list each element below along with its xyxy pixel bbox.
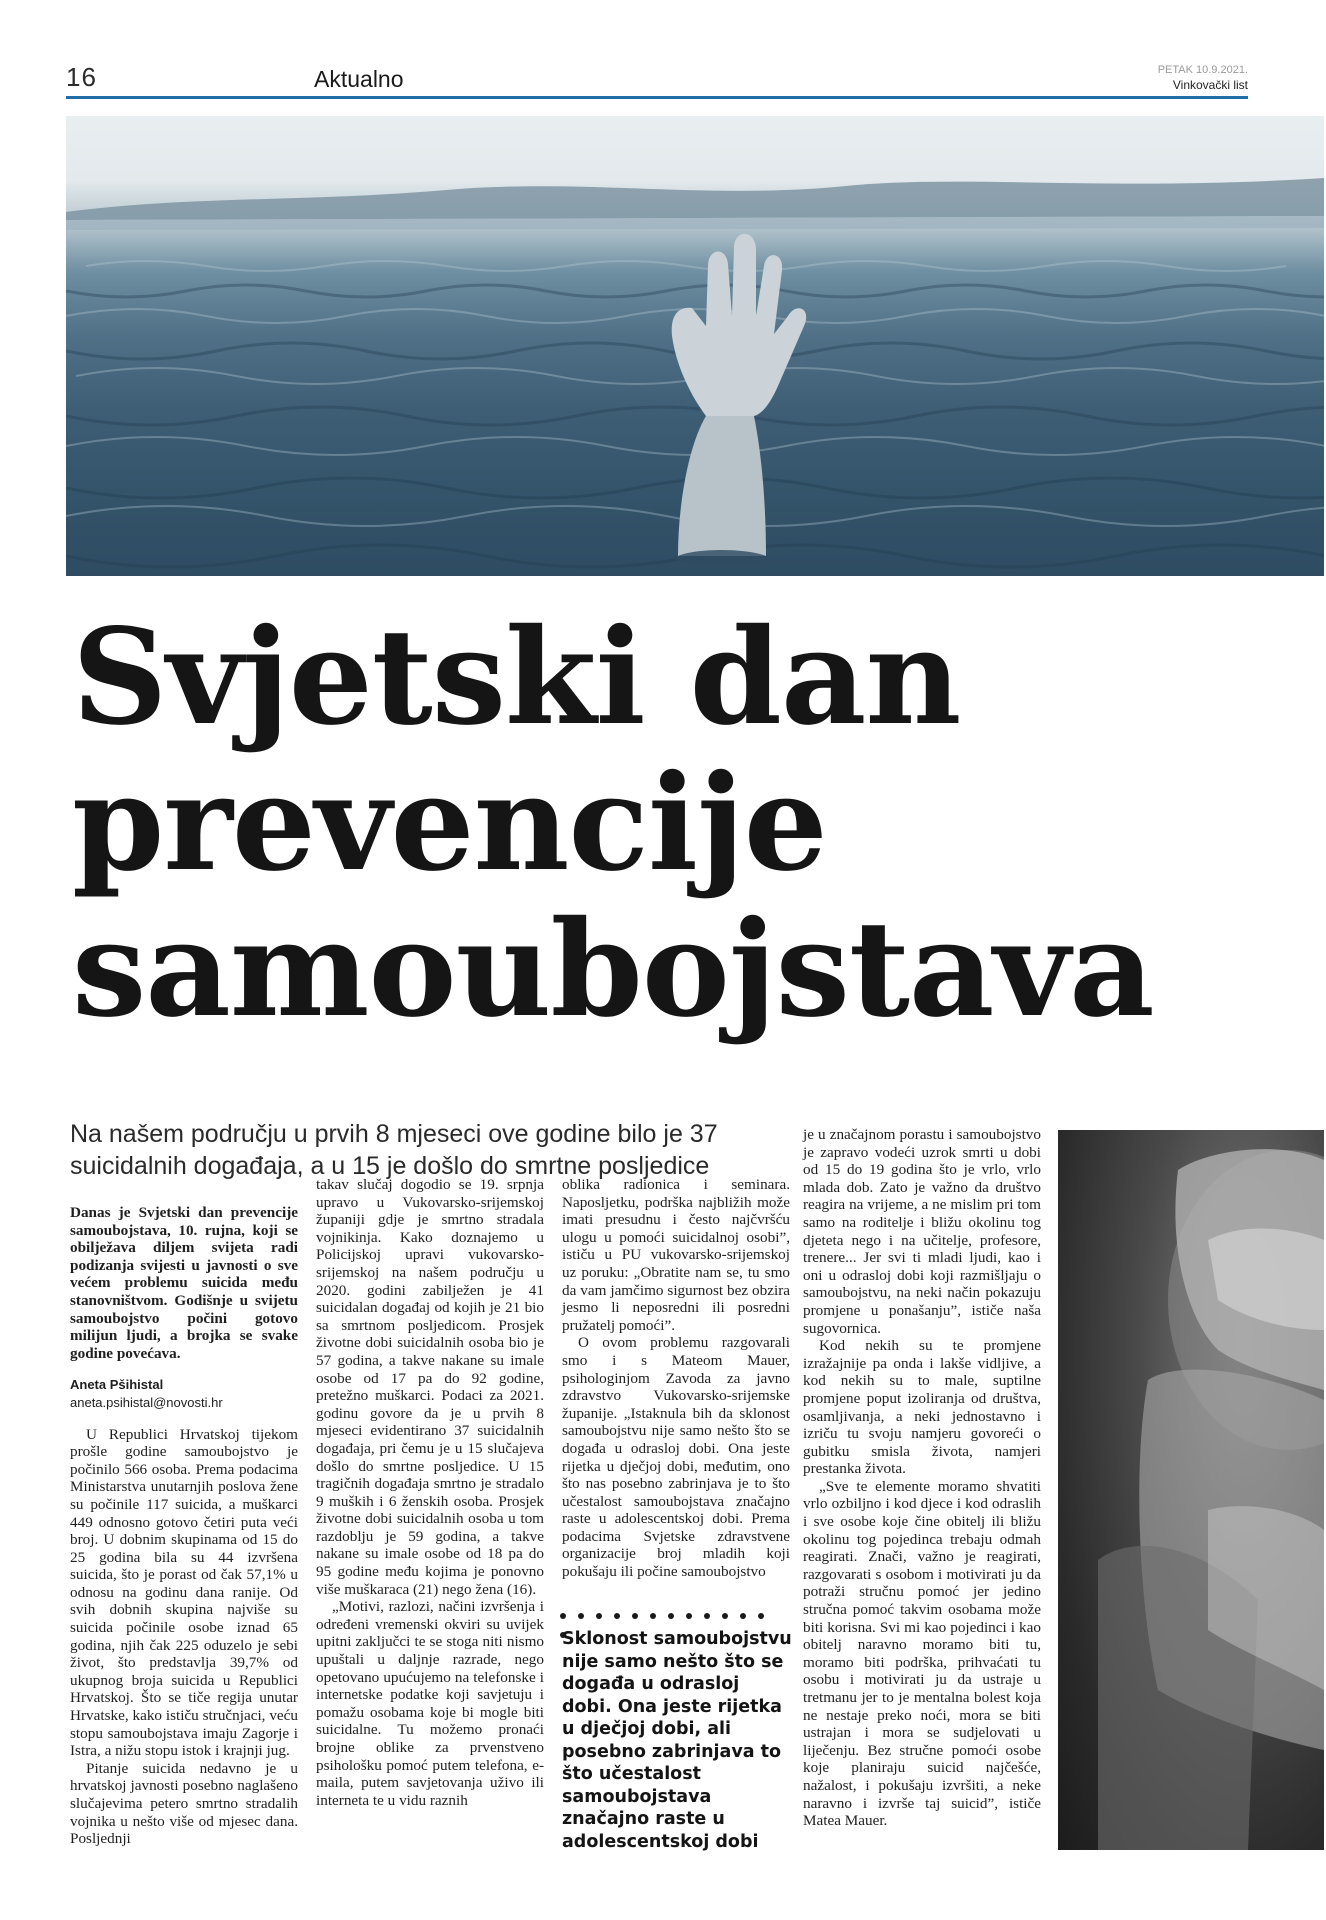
page-number: 16 (66, 62, 97, 92)
body-paragraph: takav slučaj dogodio se 19. srpnja upravo u Vukovarsko-srijemskoj županiji gdje je smrtno stradala vojnikinja. Kako doznajemo u Policijskoj upravi vukovarsko-srijemskoj na našem području u 2020. godini zabilježen je 41 suicidalan događaj od kojih je 21 bio sa smrtnom posljedicom. Prosjek životne dobi suicidalnih osoba bio je 57 godina, a takve nakane su imale osobe od 17 pa do 92 godine, pretežno muškarci. Podaci za 2021. godinu govore da je u prvih 8 mjeseci evidentirano 37 suicidalnih događaja, pri čemu je u 15 slučajeva došlo do smrtne posljedice. U 15 tragičnih događaja smrtno je stradalo 9 muških i 6 ženskih osoba. Prosjek životne dobi suicidalnih osoba u tom razdoblju je 59 godina, a takve nakane su imale osobe od 18 pa do 95 godine među kojima je ponovno više muškaraca (21) nego žena (16). (316, 1176, 544, 1598)
body-paragraph: je u značajnom porastu i samoubojstvo je zapravo vodeći uzrok smrti u dobi od 15 do 19 godina što je vrlo, vrlo mlada dob. Zato je važno da društvo reagira na vrijeme, a ne mislim pri tom samo na roditelje i bližu okolinu tog djeteta nego i na učitelje, profesore, trenere... Jer svi ti mladi ljudi, kao i oni u odrasloj dobi koji razmišljaju o samoubojstvu, na neki način pokazuju promjene u ponašanju”, ističe naša sugovornica. (803, 1126, 1041, 1337)
body-paragraph: Pitanje suicida nedavno je u hrvatskoj javnosti posebno naglašeno slučajevima petero smrtno stradalih vojnika u nešto više od mjesec dana. Posljednji (70, 1759, 298, 1848)
body-paragraph: Kod nekih su te promjene izražajnije pa onda i lakše vidljive, a kod nekih su to male, suptilne promjene poput izoliranja od društva, osamljivanja, a neki jednostavno i izriču tu svoju namjeru govoreći o gubitku smisla života, namjeri prestanka života. (803, 1337, 1041, 1478)
headline-line-2: prevencije (72, 746, 827, 901)
body-paragraph: „Motivi, razlozi, načini izvršenja i određeni vremenski okviri su uvijek upitni zaključci te se stoga niti nismo upuštali u daljnje razrade, nego opetovano upućujemo na telefonske i internetske podatke koji savjetuju i pomažu osobama koje bi mogle biti suicidalne. Tu možemo pronaći brojne oblike za prvenstveno psihološku pomoć putem telefona, e-maila, putem savjetovanja uživo ili interneta te u vidu raznih (316, 1598, 544, 1809)
body-paragraph: O ovom problemu razgovarali smo i s Mateom Mauer, psihologinjom Zavoda za javno zdravstvo Vukovarsko-srijemske županije. „Istaknula bih da sklonost samoubojstvu nije samo nešto što se događa u odrasloj dobi. Ona jeste rijetka u dječjoj dobi, međutim, ono što nas posebno zabrinjava je to što učestalost samoubojstava značajno raste u adolescentskoj dobi. Prema podacima Svjetske zdravstvene organizacije broj mladih koji pokušaju ili počine samoubojstvo (562, 1334, 790, 1581)
section-label[interactable]: Aktualno (314, 66, 404, 92)
hand-icon (672, 234, 806, 562)
issue-date: PETAK 10.9.2021. (1157, 64, 1248, 76)
body-paragraph: U Republici Hrvatskoj tijekom prošle godine samoubojstvo je počinilo 566 osoba. Prema podacima Ministarstva unutarnjih poslova žene su počinile 117 suicida, a muškarci 449 odnosno gotovo četiri puta veći broj. U dobnim skupinama od 15 do 25 godina bila su 44 izvršena suicida, što je porast od čak 57,1% u odnosu na godinu dana ranije. Od svih dobnih skupina najviše su suicida počinile osobe iznad 65 godina, njih čak 225 oduzelo je sebi život, što predstavlja 39,7% od ukupnog broja suicida u Republici Hrvatskoj. Što se tiče regija unutar Hrvatske, kako ističu stručnjaci, veću stopu samoubojstava imaju Zagorje i Istra, a nižu stopu istok i krajnji jug. (70, 1425, 298, 1760)
dotted-separator (560, 1604, 792, 1614)
article-column-4 (803, 1126, 1041, 1830)
article-column-3 (562, 1176, 790, 1581)
distressed-person-photo (1058, 1130, 1324, 1850)
drowning-hand-illustration (66, 116, 1324, 576)
body-paragraph: oblika radionica i seminara. Naposljetku, podrška najbližih može imati presudnu i često najčvršću ulogu u pomoći suicidalnoj osobi”, ističu u PU vukovarsko-srijemskoj uz poruku: „Obratite nam se, tu smo da vam jamčimo sigurnost bez obzira jesmo li neposredni ili posredni pružatelj pomoći”. (562, 1176, 790, 1334)
article-column-1 (70, 1204, 298, 1848)
newspaper-name: Vinkovački list (1172, 78, 1248, 92)
pull-quote: Sklonost samoubojstvu nije samo nešto što se događa u odrasloj dobi. Ona jeste rijetka u dječjoj dobi, ali posebno zabrinjava to što učestalost samoubojstava značajno raste u adolescentskoj dobi (562, 1629, 792, 1852)
headline-line-3: samoubojstava (72, 892, 1154, 1047)
lead-paragraph: Danas je Svjetski dan prevencije samoubojstava, 10. rujna, koji se obilježava diljem svijeta radi podizanja svijesti u javnosti o sve većem problemu suicida među stanovništvom. Godišnje u svijetu samoubojstvo počini gotovo milijun ljudi, a brojka se svake godine povećava. (70, 1204, 298, 1362)
body-paragraph: „Sve te elemente moramo shvatiti vrlo ozbiljno i kod djece i kod odraslih i sve osobe koje čine obitelj ili bližu okolinu tog pojedinca trebaju odmah reagirati. Znači, važno je reagirati, razgovarati s osobom i motivirati ju da potraži stručnu pomoć jer jedino stručna pomoć takvim osobama može biti korisna. Svi mi kao pojedinci i kao obitelj naravno moramo biti tu, moramo biti podrška, prihvaćati tu osobu i motivirati ju da ustraje u tretmanu jer to je mentalna bolest koja ne nestaje preko noći, mora se biti ustrajan i mora se sudjelovati u liječenju. Bez stručne pomoći osobe koje planiraju suicid najčešće, nažalost, i pokušaju izvršiti, a neke naravno i izvrše taj suicid”, ističe Matea Mauer. (803, 1477, 1041, 1830)
header-rule (66, 96, 1248, 99)
author-name: Aneta Pšihistal (70, 1377, 164, 1393)
article-column-2 (316, 1176, 544, 1809)
article-subtitle: Na našem području u prvih 8 mjeseci ove godine bilo je 37 suicidalnih događaja, a u 15 je došlo do smrtne posljedice (70, 1120, 718, 1180)
headline-line-1: Svjetski dan (72, 600, 961, 755)
author-email[interactable]: aneta.psihistal@novosti.hr (70, 1394, 223, 1410)
article-headline (72, 600, 1154, 1047)
drowning-hand-photo (66, 116, 1324, 576)
person-covering-face-illustration (1058, 1130, 1324, 1850)
